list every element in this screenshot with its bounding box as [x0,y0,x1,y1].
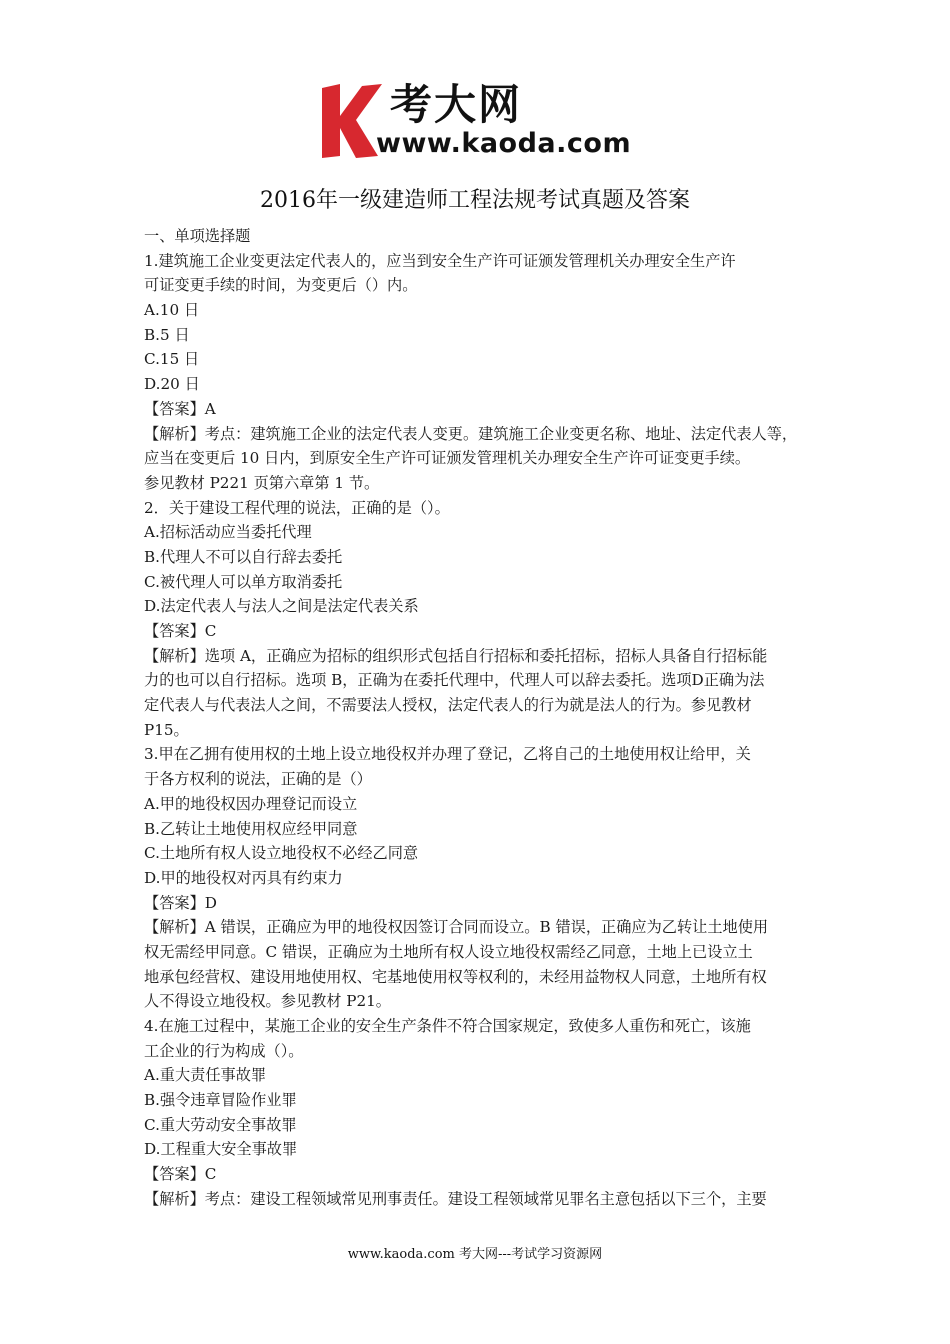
text-line: 3.甲在乙拥有使用权的土地上设立地役权并办理了登记，乙将自己的土地使用权让给甲，关 [144,745,751,764]
text-line: D.法定代表人与法人之间是法定代表关系 [144,597,419,616]
text-line: 人不得设立地役权。参见教材 P21。 [144,992,391,1011]
text-line: B.强令违章冒险作业罪 [144,1091,297,1110]
document-title: 2016年一级建造师工程法规考试真题及答案 [260,188,690,213]
text-line: 参见教材 P221 页第六章第 1 节。 [144,473,380,492]
text-line: C.被代理人可以单方取消委托 [144,572,343,591]
text-line: 【解析】考点：建设工程领域常见刑事责任。建设工程领域常见罪名主意包括以下三个，主要 [144,1189,767,1208]
text-line: B.乙转让土地使用权应经甲同意 [144,819,358,838]
text-line: 2．关于建设工程代理的说法，正确的是（）。 [144,498,450,517]
page-footer: www.kaoda.com 考大网---考试学习资源网 [347,1247,603,1262]
text-line: 4.在施工过程中，某施工企业的安全生产条件不符合国家规定，致使多人重伤和死亡，该施 [144,1017,751,1035]
text-line: 于各方权利的说法，正确的是（） [144,770,372,789]
text-line: 力的也可以自行招标。选项 B，正确为在委托代理中，代理人可以辞去委托。选项D正确为法 [144,671,765,690]
text-line: 【解析】选项 A，正确应为招标的组织形式包括自行招标和委托招标，招标人具备自行招标能 [144,646,768,665]
text-line: 可证变更手续的时间，为变更后（）内。 [144,276,418,295]
text-line: 一、单项选择题 [144,227,251,245]
text-line: D.工程重大安全事故罪 [144,1140,298,1159]
text-line: D.20 日 [144,375,200,394]
text-line: A.重大责任事故罪 [144,1066,267,1085]
text-line: 应当在变更后 10 日内，到原安全生产许可证颁发管理机关办理安全生产许可证变更手续。 [144,449,751,468]
text-line: A.甲的地役权因办理登记而设立 [144,794,358,813]
document-body [144,224,816,1212]
text-line: B.5 日 [144,325,190,344]
text-line: C.土地所有权人设立地役权不必经乙同意 [144,844,419,863]
text-line: P15。 [144,720,189,739]
text-line: 工企业的行为构成（）。 [144,1041,304,1060]
text-line: A.10 日 [144,301,200,320]
text-line: 【答案】A [144,399,216,418]
logo-url-text: www.kaoda.com [376,128,632,159]
text-line: A.招标活动应当委托代理 [144,523,312,542]
text-line: C.15 日 [144,350,200,369]
text-line: B.代理人不可以自行辞去委托 [144,547,343,566]
kaoda-logo [318,80,638,162]
text-line: 【解析】考点：建筑施工企业的法定代表人变更。建筑施工企业变更名称、地址、法定代表人等， [144,424,798,443]
text-line: 权无需经甲同意。C 错误，正确应为土地所有权人设立地役权需经乙同意，土地上已设立土 [144,942,753,961]
logo-brand-text: 考大网 [390,80,523,129]
text-line: 【解析】A 错误，正确应为甲的地役权因签订合同而设立。B 错误，正确应为乙转让土地使用 [144,918,769,937]
text-line: D.甲的地役权对丙具有约束力 [144,868,343,887]
text-line: 【答案】C [144,622,217,640]
text-line: C.重大劳动安全事故罪 [144,1115,297,1134]
text-line: 1.建筑施工企业变更法定代表人的，应当到安全生产许可证颁发管理机关办理安全生产许 [144,251,736,270]
text-line: 【答案】D [144,893,217,912]
text-line: 【答案】C [144,1165,217,1184]
text-line: 定代表人与代表法人之间，不需要法人授权，法定代表人的行为就是法人的行为。参见教材 [144,696,752,715]
text-line: 地承包经营权、建设用地使用权、宅基地使用权等权利的，未经用益物权人同意，土地所有权 [144,967,767,986]
